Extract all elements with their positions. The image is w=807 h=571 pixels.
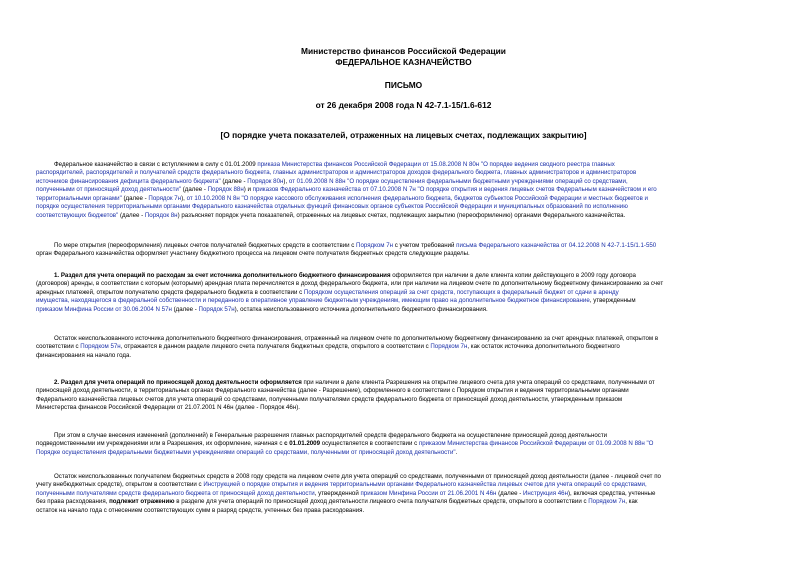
body-text: с учетом требований	[393, 242, 457, 249]
text-line	[36, 195, 771, 203]
text-line	[36, 387, 771, 395]
text-line	[36, 490, 771, 498]
document-link[interactable]: Порядок 80н	[247, 177, 284, 185]
body-text: финансирования на начало года.	[36, 351, 132, 359]
document-link[interactable]: от 10.10.2008 N 8н "О порядке кассового обслуживания исполнения федерального бюджета, бюджетов субъектов Российской Федерации и местных бюджетов и	[186, 194, 648, 202]
body-text: соответствии с	[36, 343, 81, 351]
body-text: подведомственными им учреждениями или в Разрешения, их оформление, начиная с	[36, 440, 285, 448]
body-text: ), остатка неиспользованного источника дополнительного бюджетного финансирования.	[234, 305, 488, 313]
paragraph-intro	[36, 161, 771, 220]
body-text: (далее -	[121, 194, 149, 202]
document-link[interactable]: Порядком 57н	[80, 343, 121, 351]
text-line	[36, 396, 771, 404]
paragraph-rent-balance	[36, 335, 771, 360]
document-link[interactable]: Порядок 8н	[144, 211, 178, 219]
document-link[interactable]: Порядком осуществления операций за счет средств, поступающих в федеральный бюджет от сдачи в аренду	[303, 288, 619, 296]
document-link[interactable]: Порядок 7н	[148, 194, 182, 202]
text-line	[36, 379, 771, 387]
document-link[interactable]: Инструкция 46н	[523, 489, 568, 497]
text-line	[36, 186, 771, 194]
body-text: , как остаток источника дополнительного бюджетного	[467, 343, 620, 351]
body-text: остаток на начало года с отнесением соответствующих сумм в разряд средств, учтенных без права расходования.	[36, 506, 365, 514]
body-text: орган Федерального казначейства оформляет участнику бюджетного процесса на лицевом счете получателя бюджетных средств следующие разделы.	[36, 250, 470, 258]
body-text: , утвержденной	[314, 489, 361, 497]
ministry-title: Министерство финансов Российской Федерации	[301, 46, 506, 56]
document-link[interactable]: соответствующих бюджетов"	[36, 211, 119, 219]
body-text: оформляется при наличии в деле клиента копии действующего в 2009 году договора	[390, 272, 636, 279]
text-line	[36, 178, 771, 186]
paragraph-unused-balance	[36, 473, 771, 515]
paragraph-section-2	[36, 379, 771, 413]
document-link[interactable]: приказом Минфина России от 30.06.2004 N 57н	[36, 305, 172, 313]
text-line	[36, 250, 771, 258]
document-link[interactable]: Порядком 7н	[430, 343, 468, 351]
body-text: ) разъясняет порядок учета показателей, отраженных на лицевых счетах, подлежащих закрытию (переоформлению) органами Федерального казначейства.	[177, 211, 626, 219]
document-link[interactable]: Порядком 7н	[588, 498, 626, 506]
body-text: Федеральное казначейство в связи с вступлением в силу с 01.01.2009	[54, 161, 258, 168]
body-text: ) и	[243, 186, 253, 194]
document-link[interactable]: письма Федерального казначейства от 04.12.2008 N 42-7.1-15/1.1-550	[456, 242, 657, 249]
document-link[interactable]: от 01.09.2008 N 88н "О порядке осуществления федеральными бюджетными учреждениями операций со средствами,	[288, 177, 628, 185]
bold-text: 1. Раздел для учета операций по расходам за счет источника дополнительного бюджетного финансирования	[54, 272, 391, 279]
bold-text: подлежит отражению	[109, 498, 175, 506]
bold-text: 2. Раздел для учета операций по приносящей доход деятельности оформляется	[54, 379, 302, 386]
body-text: .	[455, 448, 458, 456]
document-date-number: от 26 декабря 2008 года N 42-7.1-15/1.6-612	[315, 100, 492, 110]
body-text: приносящей доход деятельности, в территориальных органах Федерального казначейства (далее - Разрешение), оформленного в соответствии с Порядком открытия и ведения территориальными органами	[36, 387, 629, 395]
text-line	[36, 432, 771, 440]
text-line	[36, 449, 771, 457]
text-line	[36, 203, 771, 211]
body-text: Остаток неиспользованных получателем бюджетных средств в 2008 году средств на лицевом счете для учета операций со средствами, полученными от приносящей доход деятельности (далее - лицевой счет по	[54, 473, 661, 480]
document-link[interactable]: распорядителей, распорядителей и получателей средств федерального бюджета, главных администраторов и администраторов доходов федерального бюджета, главных администраторов и администраторов	[36, 169, 637, 177]
text-line	[36, 297, 771, 305]
document-link[interactable]: приказом Министерства финансов Российской Федерации от 01.09.2008 N 88н "О	[418, 440, 654, 448]
body-text: без права расходования,	[36, 498, 110, 506]
text-line	[36, 335, 771, 343]
text-line	[36, 280, 771, 288]
document-subject: [О порядке учета показателей, отраженных на лицевых счетах, подлежащих закрытию]	[220, 130, 587, 140]
body-text: Министерства финансов Российской Федерации от 21.07.2001 N 46н (далее - Порядок 46н).	[36, 404, 300, 412]
paragraph-changes	[36, 432, 771, 457]
document-link[interactable]: полученными получателями средств федерального бюджета от приносящей доход деятельности	[36, 489, 315, 497]
document-type: ПИСЬМО	[384, 80, 423, 90]
text-line	[36, 272, 771, 280]
text-line	[36, 481, 771, 489]
document-link[interactable]: Порядком 7н	[356, 242, 394, 249]
text-line	[36, 507, 771, 515]
paragraph-section-1	[36, 272, 771, 314]
body-text: При этом в случае внесения изменений (дополнений) в Генеральные разрешения главных распорядителей средств федерального бюджета на осуществление приносящей доход деятельности	[54, 432, 608, 439]
document-link[interactable]: имущества, находящегося в федеральной собственности и переданного в оперативное управление бюджетным учреждениям, имеющим право на дополнительное бюджетное финансирование	[36, 297, 590, 305]
body-text: (договоров) аренды, в соответствии с которым (которыми) арендная плата перечисляется в доход федерального бюджета, или при наличии на лицевом счете по дополнительному бюджетному финансированию за счет	[36, 280, 664, 288]
document-link[interactable]: приказа Министерства финансов Российской Федерации от 15.08.2008 N 80н "О порядке ведения сводного реестра главных	[257, 161, 615, 168]
text-line	[36, 440, 771, 448]
body-text: ),	[181, 194, 187, 202]
document-link[interactable]: Порядок 88н	[207, 186, 244, 194]
document-link[interactable]: порядке осуществления территориальными органами Федерального казначейства отдельных функций финансовых органов субъектов Российской Федерации и муниципальных образований по исполнению	[36, 203, 628, 211]
body-text: (далее -	[220, 177, 248, 185]
text-line	[36, 473, 771, 481]
text-line	[36, 498, 771, 506]
document-link[interactable]: Порядок 57н	[198, 305, 235, 313]
document-link[interactable]: Инструкцией о порядке открытия и ведения территориальными органами Федерального казначейства лицевых счетов для учета операций со средствами,	[203, 481, 647, 489]
body-text: учету внебюджетных средств), открытом в соответствии с	[36, 481, 204, 489]
body-text: Остаток неиспользованного источника дополнительного бюджетного финансирования, отраженный на лицевом счете по дополнительному бюджетному финансированию за счет арендных платежей, открытом в	[54, 335, 659, 342]
body-text: Федерального казначейства лицевых счетов для учета операций со средствами, полученными получателями средств федерального бюджета от приносящей доход деятельности, утвержденным приказом	[36, 395, 623, 403]
document-link[interactable]: полученными от приносящей доход деятельности"	[36, 186, 181, 194]
text-line	[36, 161, 771, 169]
bold-text: с 01.01.2009	[284, 440, 320, 448]
document-link[interactable]: источников финансирования дефицита федерального бюджета"	[36, 177, 221, 185]
body-text: (далее -	[496, 489, 523, 497]
text-line	[36, 352, 771, 360]
document-link[interactable]: территориальными органами"	[36, 194, 122, 202]
paragraph-sections-intro	[36, 242, 771, 259]
body-text: осуществляется в соответствии с	[319, 440, 419, 448]
text-line	[36, 212, 771, 220]
document-link[interactable]: приказов Федерального казначейства от 07.10.2008 N 7н "О порядке открытия и ведения лицевых счетов Федеральным казначейством и его	[252, 186, 657, 194]
document-link[interactable]: приказом Минфина России от 21.06.2001 N 46н	[360, 489, 497, 497]
text-line	[36, 289, 771, 297]
body-text: ),	[283, 177, 289, 185]
body-text: , как	[625, 498, 638, 506]
text-line	[36, 404, 771, 412]
document-link[interactable]: Порядке осуществления федеральными бюджетными учреждениями операций со средствами, полученными от приносящей доход деятельности"	[36, 448, 456, 456]
body-text: ), включая средства, учтенные	[568, 489, 656, 497]
body-text: в разделе для учета операций по приносящей доход деятельности лицевого счета получателя бюджетных средств, открытого в соответствии с	[174, 498, 589, 506]
body-text: (далее -	[118, 211, 145, 219]
body-text: , утвержденным	[589, 297, 636, 305]
text-line	[36, 242, 771, 250]
body-text: (далее -	[181, 186, 208, 194]
body-text: при наличии в деле клиента Разрешения на открытие лицевого счета для учета операций со средствами, полученными от	[301, 379, 655, 386]
text-line	[36, 306, 771, 314]
text-line	[36, 169, 771, 177]
body-text: По мере открытия (переоформления) лицевых счетов получателей бюджетных средств в соответствии с	[54, 242, 357, 249]
body-text: арендных платежей, открытом получателю средств федерального бюджета в соответствии с	[36, 288, 304, 296]
body-text: (далее -	[171, 305, 199, 313]
text-line	[36, 343, 771, 351]
body-text: , отражается в данном разделе лицевого счета получателя бюджетных средств, открытого в соответствии с	[120, 343, 431, 351]
agency-title: ФЕДЕРАЛЬНОЕ КАЗНАЧЕЙСТВО	[335, 57, 472, 67]
